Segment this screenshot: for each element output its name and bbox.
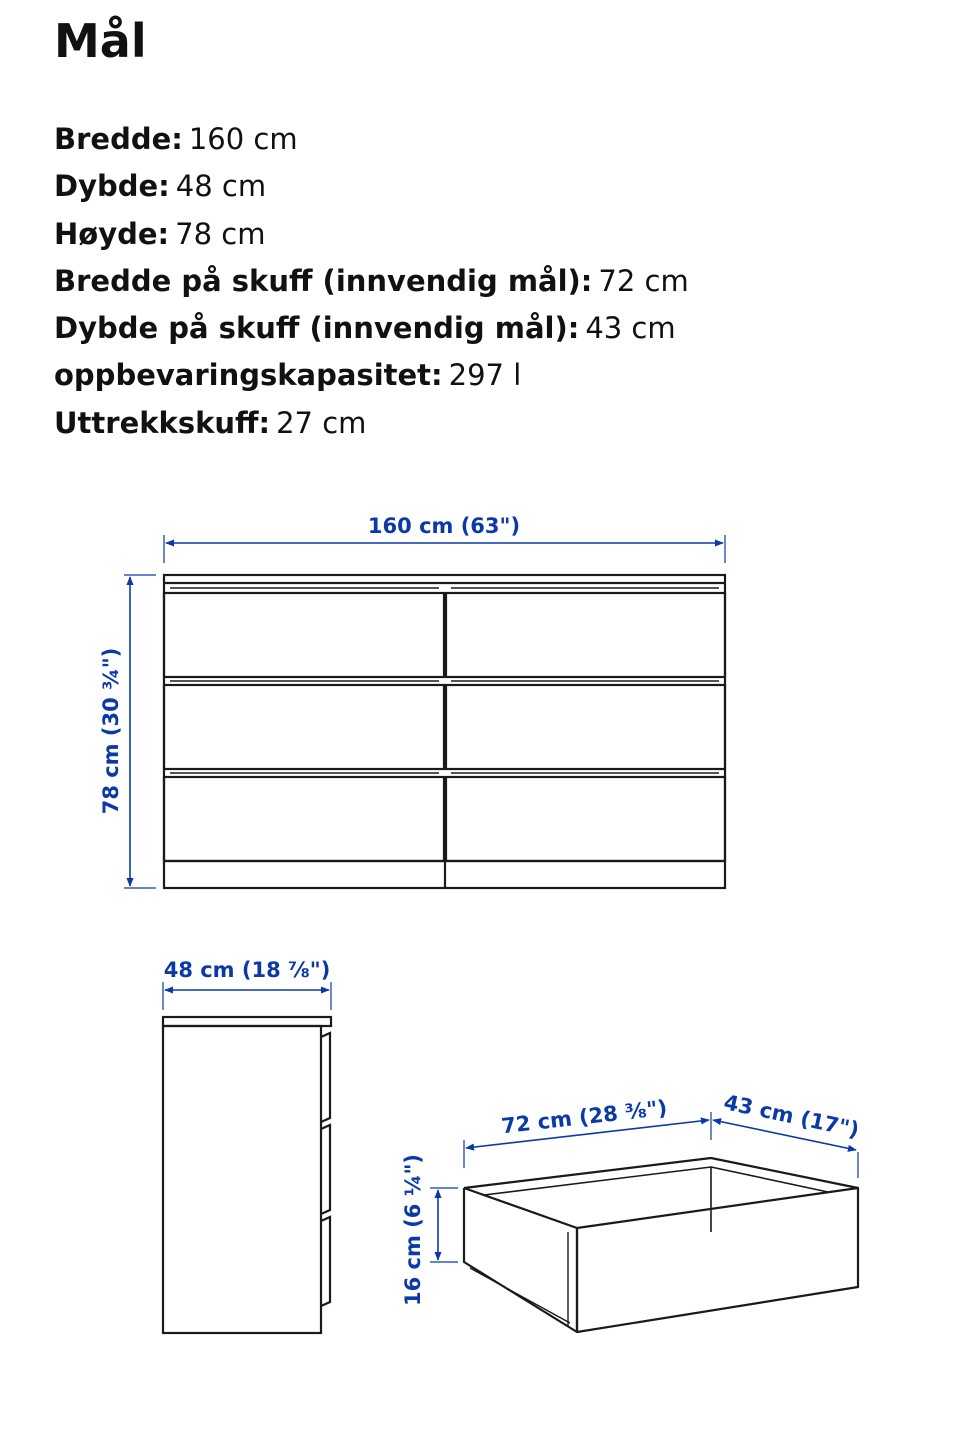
spec-value: 48 cm: [175, 169, 267, 204]
drawer-depth-label: 43 cm (17"): [721, 1090, 862, 1143]
spec-value: 72 cm: [598, 263, 689, 298]
side-depth-dimension: [163, 958, 331, 1010]
drawer-right-2: [446, 685, 725, 769]
drawer-right-1: [446, 593, 725, 677]
side-depth-label: 48 cm (18 ⅞"): [163, 958, 331, 982]
drawer-height-label: 16 cm (6 ¼"): [401, 1154, 425, 1306]
side-top: [163, 1017, 331, 1026]
drawer-width-label: 72 cm (28 ⅜"): [500, 1095, 669, 1139]
spec-label: Uttrekkskuff:: [54, 405, 271, 440]
drawer-view: [464, 1158, 858, 1332]
drawer-height-dimension: [401, 1154, 458, 1306]
side-drawer-front-2: [321, 1125, 330, 1214]
drawer-left-top-edge: [464, 1188, 577, 1228]
drawer-right-3: [446, 777, 725, 861]
side-body: [163, 1026, 321, 1333]
drawer-front-panel: [577, 1188, 858, 1332]
spec-label: Høyde:: [54, 216, 170, 251]
front-width-label: 160 cm (63"): [367, 514, 521, 538]
drawer-left-3: [164, 777, 444, 861]
drawer-left-wall: [464, 1188, 577, 1332]
side-drawer-front-1: [321, 1033, 330, 1122]
drawer-depth-dimension: [713, 1090, 861, 1178]
side-view: [163, 1017, 331, 1333]
side-drawer-front-3: [321, 1217, 330, 1306]
spec-label: Dybde:: [54, 169, 170, 204]
drawer-width-dimension: [464, 1096, 711, 1168]
spec-value: 160 cm: [188, 122, 298, 156]
front-width-dimension: [164, 514, 725, 563]
spec-label: oppbevaringskapasitet:: [54, 358, 443, 393]
front-height-dimension: [99, 575, 156, 888]
drawer-left-1: [164, 593, 444, 677]
spec-value: 43 cm: [585, 311, 676, 346]
spec-label: Bredde på skuff (innvendig mål):: [54, 263, 593, 298]
spec-value: 297 l: [448, 358, 522, 393]
spec-value: 78 cm: [175, 216, 266, 251]
spec-label: Bredde:: [54, 122, 183, 156]
spec-label: Dybde på skuff (innvendig mål):: [54, 311, 580, 346]
spec-value: 27 cm: [276, 405, 367, 440]
drawer-left-2: [164, 685, 444, 769]
front-view: [164, 575, 725, 888]
front-height-label: 78 cm (30 ¾"): [99, 647, 123, 815]
page-title: Mål: [54, 14, 147, 68]
